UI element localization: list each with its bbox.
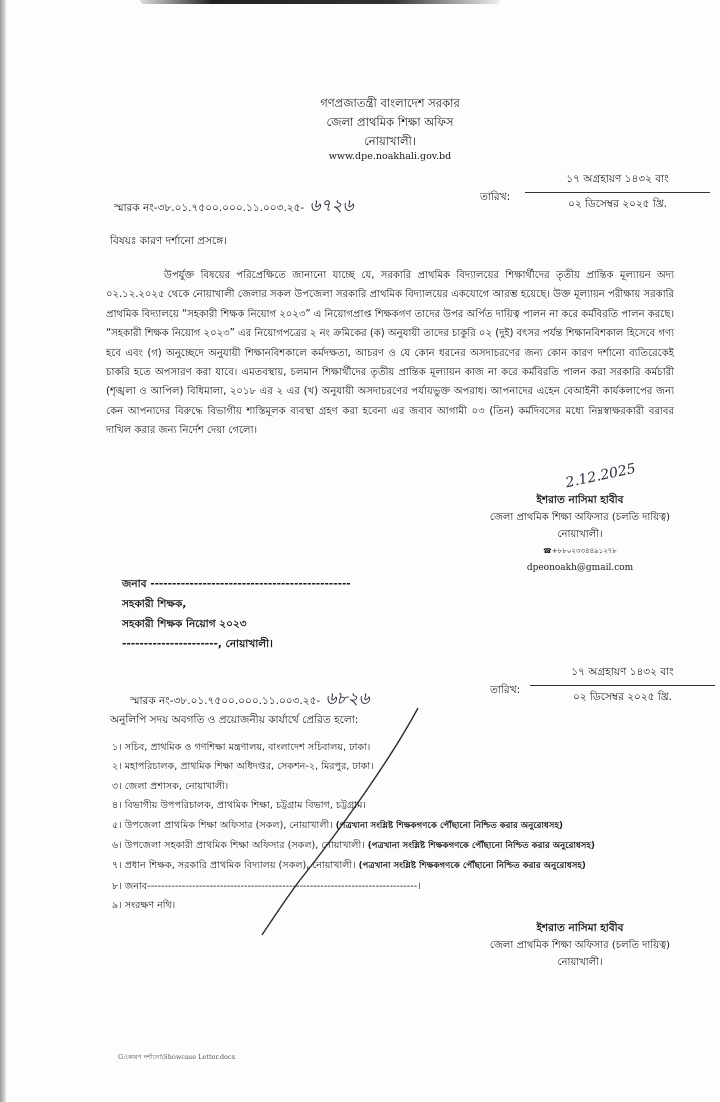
- footer-file-path: G:\কারণ দর্শানো\Showcase Letter.docx: [118, 1053, 236, 1061]
- cc-item: ৭। প্রধান শিক্ষক, সরকারি প্রাথমিক বিদ্যালয় (সকল), নোয়াখালী। (পত্রখানা সংশ্লিষ্ট শিক্ষকগণকে পৌঁছানো নিশ্চিত করার অনুরোধসহ): [112, 860, 586, 872]
- addressee-line-2: সহকারী শিক্ষক,: [122, 598, 187, 610]
- handwritten-signature-date: 2.12.2025: [564, 460, 638, 492]
- date-english: ০২ ডিসেম্বর ২০২৫ খ্রি.: [573, 691, 672, 703]
- memo-number-prefix: স্মারক নং-৩৮.০১.৭৫০০.০০০.১১.০০৩.২৫-: [114, 202, 305, 214]
- letterhead-district: নোয়াখালী।: [364, 134, 416, 148]
- date-bangla: ১৭ অগ্রহায়ণ ১৪৩২ বাং: [525, 172, 710, 193]
- scan-streak: [140, 0, 500, 4]
- phone-icon: ☎: [543, 547, 552, 555]
- letterhead-office: জেলা প্রাথমিক শিক্ষা অফিস: [326, 115, 454, 129]
- date-label-1: তারিখ:: [480, 191, 511, 203]
- signatory-name: ইশরাত নাসিমা হাবীব: [536, 494, 624, 506]
- signatory-designation: জেলা প্রাথমিক শিক্ষা অফিসার (চলতি দায়িত্ব): [489, 940, 671, 951]
- scan-edge-shadow: [0, 0, 6, 1102]
- addressee-block: [122, 574, 351, 654]
- memo-number-handwritten: ৬৮২৬: [325, 689, 370, 709]
- cc-item: ৫। উপজেলা প্রাথমিক শিক্ষা অফিসার (সকল), নোয়াখালী। (পত্রখানা সংশ্লিষ্ট শিক্ষকগণকে পৌঁছানো নিশ্চিত করার অনুরোধসহ): [112, 819, 563, 831]
- cc-item: ৮। জনাব------------------------------------------------------------------------------।: [112, 880, 421, 892]
- signature-block-2: [440, 920, 720, 971]
- addressee-line-4: ----------------------, নোয়াখালী।: [122, 638, 273, 650]
- cc-item: ২। মহাপরিচালক, প্রাথমিক শিক্ষা অধিদপ্তর, সেকশন-২, মিরপুর, ঢাকা।: [112, 761, 374, 773]
- cc-note: (পত্রখানা সংশ্লিষ্ট শিক্ষকগণকে পৌঁছানো নিশ্চিত করার অনুরোধসহ): [367, 841, 595, 852]
- signatory-email: dpeonoakh@gmail.com: [526, 563, 634, 573]
- cc-note: (পত্রখানা সংশ্লিষ্ট শিক্ষকগণকে পৌঁছানো নিশ্চিত করার অনুরোধসহ): [335, 820, 563, 831]
- signatory-phone: +৮৮০২৩৩৪৪৯১২৭৮: [551, 547, 617, 555]
- date-english: ০২ ডিসেম্বর ২০২৫ খ্রি.: [568, 198, 667, 210]
- memo-number-prefix: স্মারক নং-৩৮.০১.৭৫০০.০০০.১১.০০৩.২৫-: [130, 695, 321, 707]
- addressee-line-3: সহকারী শিক্ষক নিয়োগ ২০২৩: [122, 618, 247, 630]
- memo-number-1: [114, 193, 354, 221]
- cc-item: ১। সচিব, প্রাথমিক ও গণশিক্ষা মন্ত্রণালয়, বাংলাদেশ সচিবালয়, ঢাকা।: [112, 742, 371, 753]
- body-paragraph: উপর্যুক্ত বিষয়ের পরিপ্রেক্ষিতে জানানো যাচ্ছে যে, সরকারি প্রাথমিক বিদ্যালয়ের শিক্ষার্থীদের তৃতীয় প্রান্তিক মূল্যায়ন অদ্য ০২.১২.২০২৫ থেকে নোয়াখালী জেলার সকল উপজেলা সরকারি প্রাথমিক বিদ্যালয়ের একযোগে আরম্ভ হয়েছে। উক্ত মূল্যায়ন পরীক্ষায় সরকারি প্রাথমিক বিদ্যালয়ে “সহকারী শিক্ষক নিয়োগ ২০২৩” এ নিয়োগপ্রাপ্ত শিক্ষকগণ তাদের উপর অর্পিত দায়িত্ব পালন না করে কর্মবিরতি পালন করছে। “সহকারী শিক্ষক নিয়োগ ২০২৩” এর নিয়োগপত্রের ২ নং ক্রমিকের (ক) অনুযায়ী তাদের চাকুরি ০২ (দুই) বৎসর পর্যন্ত শিক্ষানবিশকাল হিসেবে গণ্য হবে এবং (গ) অনুচ্ছেদে অনুযায়ী শিক্ষানবিশকালে কর্মদক্ষতা, আচরণ ও যে কোন ধরনের অসদাচরণের জন্য কোন কারণ দর্শানো ব্যতিরেকেই চাকরি হতে অপসারণ করা যাবে। এমতবস্থায়, চলমান শিক্ষার্থীদের তৃতীয় প্রান্তিক মূল্যায়ন কাজ না করে কর্মবিরতি পালন করা সরকারি কর্মচারী (শৃঙ্খলা ও আপিল) বিধিমালা, ২০১৮ এর ২ এর (খ) অনুযায়ী অসদাচরণের পর্যায়ভুক্ত অপরাধ। আপনাদের এহেন বেআইনী কার্যকলাপের জন্য কেন আপনাদের বিরুদ্ধে বিভাগীয় শাস্তিমূলক ব্যবস্থা গ্রহণ করা হবেনা এর জবাব আগামী ০৩ (তিন) কর্মদিবসের মধ্যে নিম্নস্বাক্ষরকারী বরাবর দাখিল করার জন্য নির্দেশ দেয়া গেলো।: [106, 270, 674, 437]
- signatory-location: নোয়াখালী।: [557, 957, 603, 968]
- signatory-location: নোয়াখালী।: [557, 529, 603, 540]
- date-bangla: ১৭ অগ্রহায়ণ ১৪৩২ বাং: [530, 665, 715, 686]
- date-block-2: [530, 665, 715, 707]
- date-label-2: তারিখ:: [490, 684, 521, 696]
- signatory-name: ইশরাত নাসিমা হাবীব: [536, 922, 624, 934]
- cc-item: ৬। উপজেলা সহকারী প্রাথমিক শিক্ষা অফিসার (সকল), নোয়াখালী। (পত্রখানা সংশ্লিষ্ট শিক্ষকগণকে পৌঁছানো নিশ্চিত করার অনুরোধসহ): [112, 840, 595, 852]
- signature-block-1: [440, 492, 720, 577]
- cc-item: ৩। জেলা প্রশাসক, নোয়াখালী।: [112, 780, 229, 792]
- cc-heading: অনুলিপি সদয় অবগতি ও প্রয়োজনীয় কার্যার্থে প্রেরিত হলো:: [110, 714, 359, 726]
- subject-line: বিষয়ঃ কারণ দর্শানো প্রসঙ্গে।: [110, 235, 227, 247]
- letterhead-website: www.dpe.noakhali.gov.bd: [328, 151, 452, 162]
- addressee-line-1: জনাব ----------------------------------------------: [122, 578, 351, 590]
- cc-item: ৯। সংরক্ষণ নথি।: [112, 900, 176, 912]
- signatory-phone-row: [440, 543, 720, 560]
- date-block-1: [525, 172, 710, 214]
- cc-item: ৪। বিভাগীয় উপপরিচালক, প্রাথমিক শিক্ষা, চট্টগ্রাম বিভাগ, চট্টগ্রাম।: [112, 800, 366, 812]
- memo-number-2: [130, 686, 370, 714]
- cc-note: (পত্রখানা সংশ্লিষ্ট শিক্ষকগণকে পৌঁছানো নিশ্চিত করার অনুরোধসহ): [358, 861, 586, 872]
- memo-number-handwritten: ৬৭২৬: [309, 196, 354, 216]
- cc-list: [112, 738, 712, 916]
- letterhead-government: গণপ্রজাতন্ত্রী বাংলাদেশ সরকার: [320, 96, 460, 110]
- signatory-designation: জেলা প্রাথমিক শিক্ষা অফিসার (চলতি দায়িত্ব): [489, 512, 671, 523]
- letterhead: [240, 94, 540, 162]
